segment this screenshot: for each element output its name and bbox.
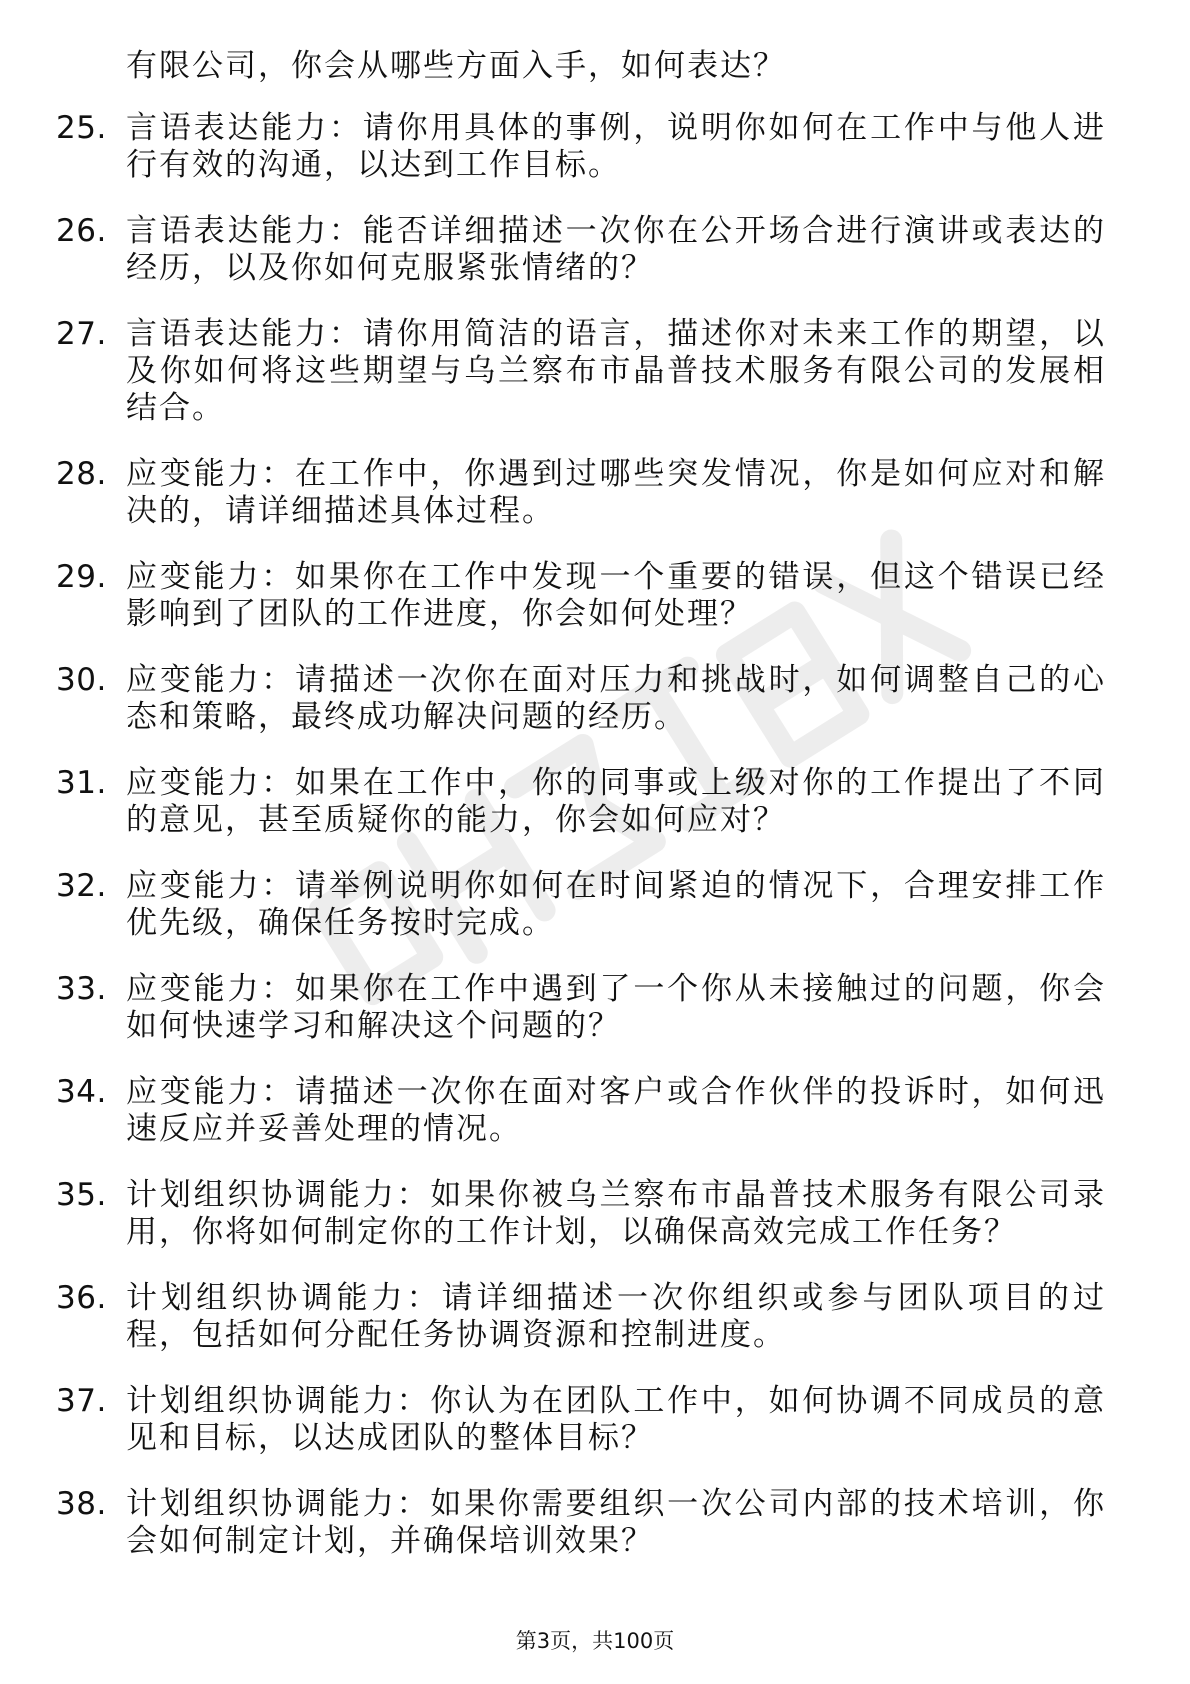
question-item — [56, 1280, 1116, 1354]
continuation-text: 有限公司，你会从哪些方面入手，如何表达？ — [126, 48, 786, 84]
question-item — [56, 868, 1116, 942]
question-number: 30. — [56, 662, 107, 698]
question-number: 25. — [56, 110, 107, 146]
question-item — [56, 559, 1116, 633]
question-text: 计划组织协调能力：如果你需要组织一次公司内部的技术培训，你会如何制定计划，并确保培训效果？ — [126, 1486, 1106, 1559]
question-text: 应变能力：请描述一次你在面对客户或合作伙伴的投诉时，如何迅速反应并妥善处理的情况。 — [126, 1074, 1106, 1147]
page-footer: 第3页，共100页 — [515, 1629, 675, 1653]
question-number: 34. — [56, 1074, 107, 1110]
question-text: 言语表达能力：请你用简洁的语言，描述你对未来工作的期望，以及你如何将这些期望与乌兰察布市晶普技术服务有限公司的发展相结合。 — [126, 316, 1106, 426]
question-item — [56, 1383, 1116, 1457]
question-item — [56, 765, 1116, 839]
question-number: 37. — [56, 1383, 107, 1419]
question-number: 38. — [56, 1486, 107, 1522]
question-number: 32. — [56, 868, 107, 904]
question-item — [56, 456, 1116, 530]
question-item — [56, 1177, 1116, 1251]
question-number: 31. — [56, 765, 107, 801]
question-text: 言语表达能力：请你用具体的事例，说明你如何在工作中与他人进行有效的沟通，以达到工作目标。 — [126, 110, 1106, 183]
question-text: 应变能力：请举例说明你如何在时间紧迫的情况下，合理安排工作优先级，确保任务按时完成。 — [126, 868, 1106, 941]
question-text: 应变能力：请描述一次你在面对压力和挑战时，如何调整自己的心态和策略，最终成功解决问题的经历。 — [126, 662, 1106, 735]
question-number: 27. — [56, 316, 107, 352]
question-text: 言语表达能力：能否详细描述一次你在公开场合进行演讲或表达的经历，以及你如何克服紧张情绪的？ — [126, 213, 1106, 286]
question-text: 计划组织协调能力：你认为在团队工作中，如何协调不同成员的意见和目标，以达成团队的整体目标？ — [126, 1383, 1106, 1456]
question-item — [56, 971, 1116, 1045]
question-text: 应变能力：如果在工作中，你的同事或上级对你的工作提出了不同的意见，甚至质疑你的能力，你会如何应对？ — [126, 765, 1106, 838]
question-text: 计划组织协调能力：请详细描述一次你组织或参与团队项目的过程，包括如何分配任务协调资源和控制进度。 — [126, 1280, 1106, 1353]
question-number: 36. — [56, 1280, 107, 1316]
question-text: 应变能力：在工作中，你遇到过哪些突发情况，你是如何应对和解决的，请详细描述具体过程。 — [126, 456, 1106, 529]
question-text: 应变能力：如果你在工作中发现一个重要的错误，但这个错误已经影响到了团队的工作进度，你会如何处理？ — [126, 559, 1106, 632]
question-list — [56, 110, 1116, 1589]
question-item — [56, 316, 1116, 427]
question-text: 计划组织协调能力：如果你被乌兰察布市晶普技术服务有限公司录用，你将如何制定你的工作计划，以确保高效完成工作任务？ — [126, 1177, 1106, 1250]
question-number: 35. — [56, 1177, 107, 1213]
question-number: 26. — [56, 213, 107, 249]
question-item — [56, 213, 1116, 287]
question-number: 28. — [56, 456, 107, 492]
question-number: 29. — [56, 559, 107, 595]
question-number: 33. — [56, 971, 107, 1007]
question-item — [56, 1074, 1116, 1148]
question-item — [56, 662, 1116, 736]
question-text: 应变能力：如果你在工作中遇到了一个你从未接触过的问题，你会如何快速学习和解决这个问题的？ — [126, 971, 1106, 1044]
question-item — [56, 110, 1116, 184]
question-item — [56, 1486, 1116, 1560]
